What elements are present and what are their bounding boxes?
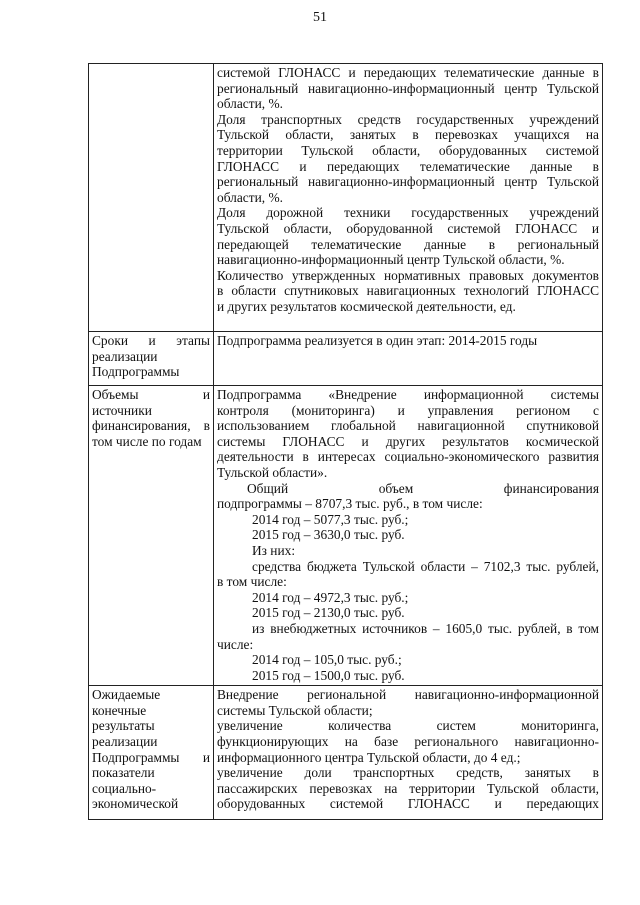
financing-text-line: в том числе: [217,574,287,590]
results-label-line: социально- [92,780,157,796]
financing-text-line: средства бюджета Тульской области – 7102,3 тыс. рублей, [252,558,599,574]
financing-label-line: источники [92,402,152,418]
financing-text-line: из внебюджетных источников – 1605,0 тыс. рублей, в том [252,620,599,636]
financing-text-line: подпрограммы – 8707,3 тыс. руб., в том числе: [217,496,483,512]
financing-text-line: Из них: [252,542,296,558]
financing-label-line: том числе по годам [92,433,202,449]
indicators-text-line: навигационно-информационный центр Тульской области, %. [217,252,565,268]
results-text-line: увеличение доли транспортных средств, занятых в [217,765,599,781]
results-content-cell [214,686,603,820]
financing-label [92,387,210,449]
indicators-text-line: Количество утвержденных нормативных правовых документов [217,267,599,283]
passport-table [88,63,603,820]
indicators-text-line: области, %. [217,189,283,205]
indicators-text-line: Доля дорожной техники государственных учреждений [217,205,599,221]
results-label-cell [89,686,214,820]
terms-label-line: Сроки и этапы [92,333,210,348]
indicators-text-line: Тульской области, оборудованной системой ГЛОНАСС и [217,220,599,236]
financing-text-line: 2014 год – 4972,3 тыс. руб.; [252,589,409,605]
financing-text-line: системы ГЛОНАСС и других результатов космической [217,433,599,449]
results-label-line: реализации [92,734,158,750]
results-text-line: увеличение количества систем мониторинга, [217,718,599,734]
terms-label-cell [89,332,214,386]
indicators-content-cell [214,64,603,332]
table-row-terms [89,332,603,386]
indicators-text-line: Тульской области, занятых в перевозках учащихся на [217,127,599,143]
results-text-line: информационного центра Тульской области, до 4 ед.; [217,749,521,765]
terms-label [92,333,210,380]
indicators-text-line: территории Тульской области, оборудованных системой [217,142,599,158]
results-label-line: Подпрограммы и [92,749,210,765]
financing-label-line: финансирования, в [92,418,210,434]
financing-text-line: контроля (мониторинга) и управления регионом с [217,402,599,418]
results-text-line: Внедрение региональной навигационно-информационной [217,687,599,703]
financing-text-line: Общий объем финансирования [247,480,599,496]
results-label-line: Ожидаемые [92,687,161,703]
indicators-text-line: передающей телематические данные в региональный [217,236,599,252]
results-label-line: показатели [92,765,155,781]
indicators-text-line: ГЛОНАСС и передающих телематические данные в [217,158,599,174]
terms-label-line: Подпрограммы [92,364,180,380]
financing-text-line: 2015 год – 1500,0 тыс. руб. [252,667,405,683]
financing-text [217,387,599,683]
table-row-indicators [89,64,603,332]
results-text-line: пассажирских перевозках на территории Тульской области, [217,780,599,796]
indicators-text-line: в области спутниковых навигационных технологий ГЛОНАСС [217,283,599,299]
financing-text-line: 2015 год – 2130,0 тыс. руб. [252,605,405,621]
results-text-line: функционирующих на базе регионального навигационно- [217,734,599,750]
results-label-line: конечные [92,702,147,718]
table-row-financing [89,386,603,686]
results-label-line: экономической [92,796,179,812]
financing-text-line: Тульской области». [217,464,328,480]
results-text [217,687,599,812]
financing-content-cell [214,386,603,686]
financing-text-line: 2015 год – 3630,0 тыс. руб. [252,527,405,543]
financing-text-line: 2014 год – 5077,3 тыс. руб.; [252,511,409,527]
indicators-text-line: региональный навигационно-информационный центр Тульской [217,80,599,96]
indicators-label-cell [89,64,214,332]
indicators-text-line: региональный навигационно-информационный центр Тульской [217,174,599,190]
results-label [92,687,210,812]
terms-content: Подпрограмма реализуется в один этап: 2014-2015 годы [217,333,538,348]
terms-label-line: реализации [92,348,158,364]
financing-text-line: деятельности в интересах социально-экономического развития [217,449,599,465]
financing-text-line: 2014 год – 105,0 тыс. руб.; [252,652,402,668]
terms-content-cell [214,332,603,386]
financing-label-cell [89,386,214,686]
page-number: 51 [313,10,327,25]
indicators-text [217,65,599,315]
indicators-text-line: Доля транспортных средств государственных учреждений [217,111,599,127]
indicators-text-line: области, %. [217,96,283,112]
financing-text-line: числе: [217,636,254,652]
table-row-results [89,686,603,820]
results-text-line: системы Тульской области; [217,702,373,718]
financing-label-line: Объемы и [92,387,210,402]
financing-text-line: Подпрограмма «Внедрение информационной системы [217,387,599,402]
financing-text-line: использованием глобальной навигационной спутниковой [217,418,599,434]
results-text-line: оборудованных системой ГЛОНАСС и передающих [217,796,599,812]
results-label-line: результаты [92,718,155,734]
indicators-text-line: системой ГЛОНАСС и передающих телематические данные в [217,65,599,80]
indicators-text-line: и других результатов космической деятельности, ед. [217,298,516,314]
